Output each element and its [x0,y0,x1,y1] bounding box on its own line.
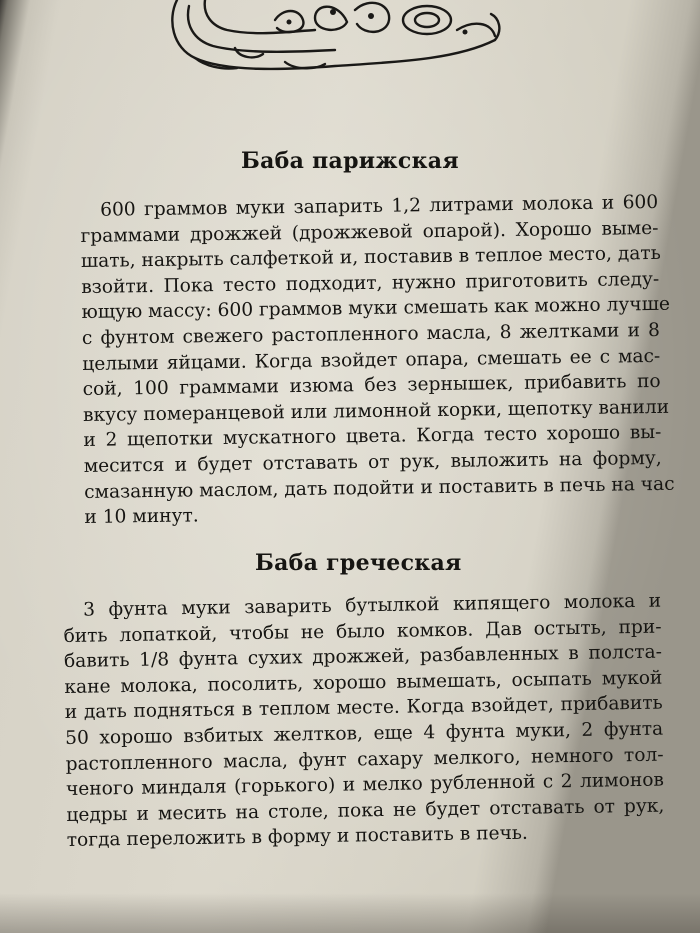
text-line: с фунтом свежего растопленного масла, 8 желтками и 8 [81,319,661,349]
text-line: бить лопаткой, чтобы не было комков. Дав остыть, при- [63,616,662,647]
text-line: и дать подняться в теплом месте. Когда взойдет, прибавить [64,692,663,724]
text-line: цедры и месить на столе, пока не будет отставать от рук, [66,795,665,826]
text-line: целыми яйцами. Когда взойдет опара, смешать ее с мас- [82,345,661,375]
decorative-ornament-illustration [165,0,510,78]
text-line: ющую массу: 600 граммов муки смешать как можно лучше [81,294,671,324]
recipe-text-baba-grecheskaya [63,589,665,854]
text-line: ченого миндаля (горького) и мелко рубленной с 2 лимонов [65,769,665,801]
text-line: кане молока, посолить, хорошо вымешать, осыпать мукой [64,667,663,698]
text-line: растопленного масла, фунт сахару мелкого, немного тол- [65,744,664,775]
text-line: сой, 100 граммами изюма без зернышек, прибавить по [82,371,661,401]
recipe-title-baba-grecheskaya: Баба греческая [255,550,462,576]
text-line: вкусу померанцевой или лимонной корки, щепотку ванили [82,396,670,426]
text-line: месится и будет отставать от рук, выложить на форму, [83,447,662,477]
text-line: 3 фунта муки заварить бутылкой кипящего молока и [83,590,662,621]
recipe-title-baba-parizhskaya: Баба парижская [241,148,459,174]
text-line: и 2 щепотки мускатного цвета. Когда тесто хорошо вы- [83,422,662,452]
text-line: и 10 минут. [84,505,199,529]
text-line: шать, накрыть салфеткой и, поставив в теплое место, дать [80,243,661,273]
page-bottom-shadow [0,893,700,933]
text-line: тогда переложить в форму и поставить в печь. [66,823,529,852]
text-line: взойти. Пока тесто подходит, нужно приготовить следу- [81,268,660,298]
text-line: граммами дрожжей (дрожжевой опарой). Хорошо выме- [80,217,659,247]
text-line: смазанную маслом, дать подойти и поставить в печь на час [83,473,675,503]
text-line: 600 граммов муки запарить 1,2 литрами молока и 600 [100,191,659,221]
recipe-text-baba-parizhskaya [80,190,675,531]
text-line: бавить 1/8 фунта сухих дрожжей, разбавленных в полста- [63,641,663,673]
text-line: 50 хорошо взбитых желтков, еще 4 фунта муки, 2 фунта [65,718,664,749]
